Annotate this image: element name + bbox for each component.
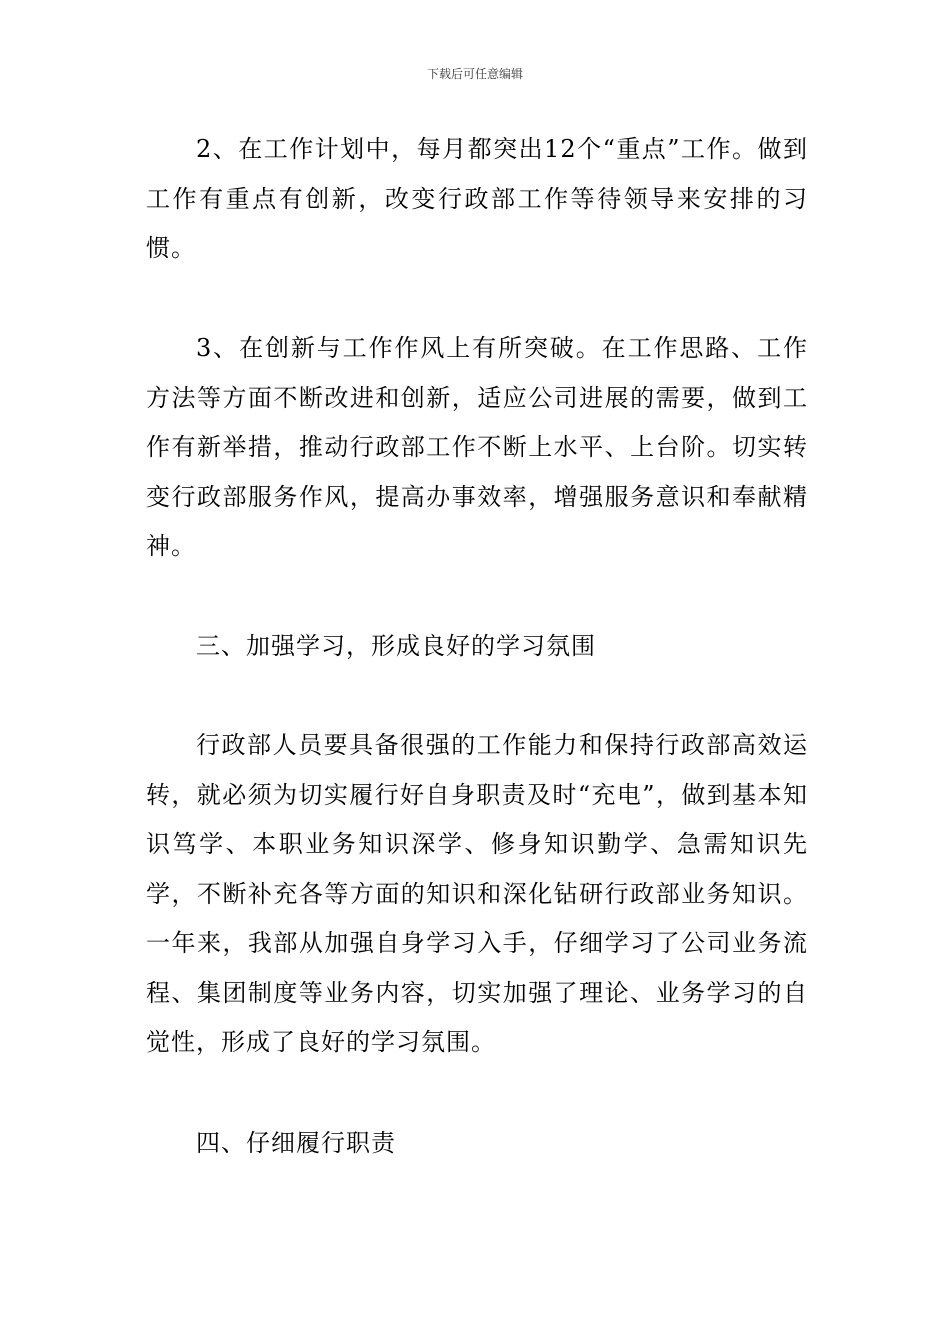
page-header: 下载后可任意编辑 [426, 67, 523, 81]
paragraph-item-3: 3、在创新与工作作风上有所突破。在工作思路、工作方法等方面不断改进和创新，适应公司进展的需要，做到工作有新举措，推动行政部工作不断上水平、上台阶。切实转变行政部服务作风，提高办事效率，增强服务意识和奉献精神。 [146, 334, 808, 560]
section-heading-3: 三、加强学习，形成良好的学习氛围 [196, 632, 596, 660]
paragraph-study: 行政部人员要具备很强的工作能力和保持行政部高效运转，就必须为切实履行好自身职责及时“充电”，做到基本知识笃学、本职业务知识深学、修身知识勤学、急需知识先学，不断补充各等方面的知识和深化钻研行政部业务知识。一年来，我部从加强自身学习入手，仔细学习了公司业务流程、集团制度等业务内容，切实加强了理论、业务学习的自觉性，形成了良好的学习氛围。 [146, 731, 808, 1056]
paragraph-item-2: 2、在工作计划中，每月都突出12个“重点”工作。做到工作有重点有创新，改变行政部工作等待领导来安排的习惯。 [146, 135, 808, 262]
section-heading-4: 四、仔细履行职责 [196, 1129, 396, 1157]
